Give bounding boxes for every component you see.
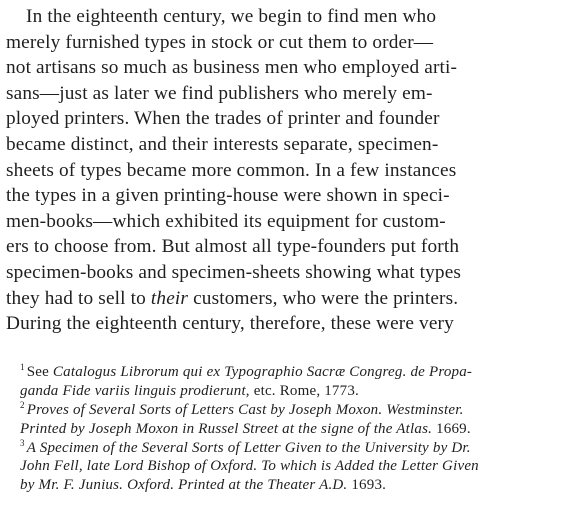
paragraph-line: not artisans so much as business men who employed arti-: [6, 57, 458, 79]
footnote-title: A Specimen of the Several Sorts of Letter Given to the University by Dr.: [26, 439, 471, 456]
footnote-mark: 1: [20, 362, 25, 372]
paragraph-line: sans—just as later we find publishers who merely em-: [6, 82, 433, 104]
footnote-title: Printed by Joseph Moxon in Russel Street at the signe of the Atlas.: [20, 420, 433, 437]
paragraph-line: merely furnished types in stock or cut them to order—: [6, 31, 434, 53]
paragraph-line: ers to choose from. But almost all type-founders put forth: [6, 236, 460, 258]
footnote-3: [8, 439, 556, 496]
footnote-title: Proves of Several Sorts of Letters Cast by Joseph Moxon. Westminster.: [26, 401, 464, 418]
footnote-line: [8, 401, 556, 420]
main-paragraph: [6, 4, 558, 337]
paragraph-line: [6, 286, 558, 312]
paragraph-line: ployed printers. When the trades of printer and founder: [6, 108, 440, 130]
footnote-line: [8, 439, 556, 458]
footnote-line: [8, 457, 556, 476]
footnote-title: John Fell, late Lord Bishop of Oxford. To which is Added the Letter Given: [20, 458, 479, 475]
paragraph-text: they had to sell to: [6, 287, 151, 309]
paragraph-line: In the eighteenth century, we begin to find men who: [26, 6, 437, 27]
footnote-2: [8, 401, 556, 439]
footnote-line: $^1$ See Catalogus Librorum qui ex Typographio Sacræ Congreg. de Propa-: [20, 362, 473, 380]
footnote-1: [8, 363, 556, 401]
paragraph-line: specimen-books and specimen-sheets showing what types: [6, 261, 462, 283]
paragraph-line: sheets of types became more common. In a few instances: [6, 159, 457, 181]
footnote-line: by Mr. F. Junius. Oxford. Printed at the Theater A.D. 1693.: [20, 477, 387, 494]
footnote-title: ganda Fide variis linguis prodierunt,: [20, 382, 250, 399]
footnote-line: ganda Fide variis linguis prodierunt, etc. Rome, 1773.: [20, 382, 359, 399]
footnote-title: by Mr. F. Junius. Oxford. Printed at the Theater A.D.: [20, 477, 348, 494]
paragraph-line: men-books—which exhibited its equipment for custom-: [6, 210, 446, 232]
footnotes: [8, 363, 556, 495]
paragraph-text: customers, who were the printers.: [188, 287, 459, 309]
footnote-line: Printed by Joseph Moxon in Russel Street at the signe of the Atlas. 1669.: [20, 420, 471, 437]
footnote-mark: 3: [20, 437, 25, 448]
paragraph-line: the types in a given printing-house were shown in speci-: [6, 185, 450, 207]
footnote-mark: 2: [20, 399, 25, 410]
paragraph-line: became distinct, and their interests separate, specimen-: [6, 133, 439, 155]
paragraph-line: During the eighteenth century, therefore, these were very: [6, 313, 454, 335]
emphasis-their: their: [150, 287, 189, 309]
footnote-title: Catalogus Librorum qui ex Typographio Sacræ Congreg. de Propa-: [52, 364, 473, 380]
